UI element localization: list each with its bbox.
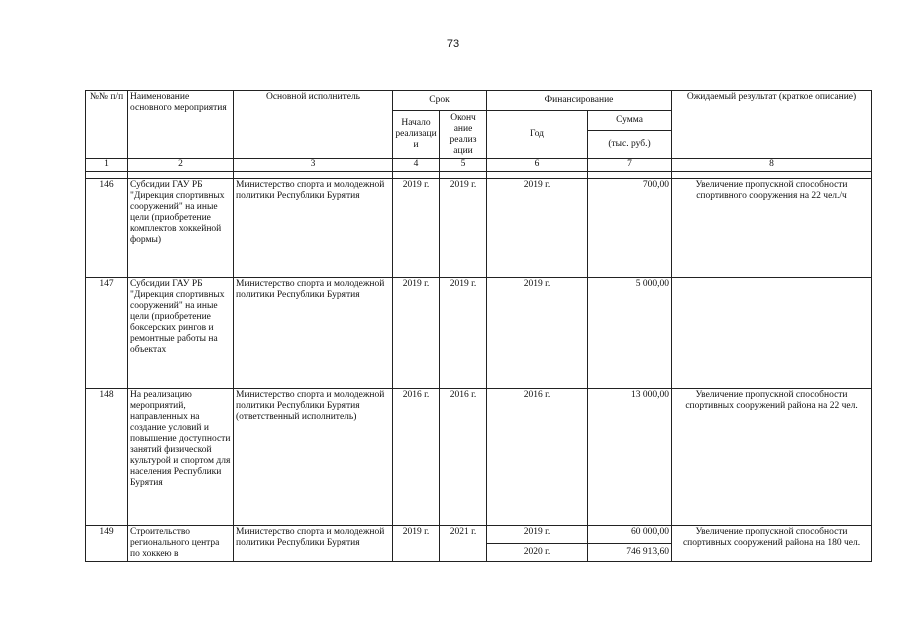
- row-year-2: 2020 г.: [487, 544, 588, 562]
- row-year: 2019 г.: [487, 526, 588, 544]
- row-start: 2016 г.: [393, 389, 440, 526]
- header-year: Год: [487, 111, 588, 159]
- col-number: 6: [487, 159, 588, 172]
- row-start: 2019 г.: [393, 278, 440, 389]
- row-executor: Министерство спорта и молодежной политики Республики Бурятия: [234, 526, 393, 562]
- row-num: 147: [86, 278, 128, 389]
- page-number: 73: [446, 38, 460, 50]
- col-number: 2: [128, 159, 234, 172]
- row-start: 2019 г.: [393, 179, 440, 278]
- table-row: [86, 526, 872, 544]
- col-number: 1: [86, 159, 128, 172]
- row-end: 2016 г.: [440, 389, 487, 526]
- row-sum: 5 000,00: [588, 278, 672, 389]
- row-year: 2016 г.: [487, 389, 588, 526]
- col-number: 3: [234, 159, 393, 172]
- row-num: 148: [86, 389, 128, 526]
- col-number: 5: [440, 159, 487, 172]
- row-name: На реализацию мероприятий, направленных на создание условий и повышение доступности занятий физической культурой и спортом для населения Республики Бурятия: [128, 389, 234, 526]
- col-number: 4: [393, 159, 440, 172]
- row-year: 2019 г.: [487, 179, 588, 278]
- table-row: [86, 278, 872, 389]
- row-result: Увеличение пропускной способности спортивных сооружений района на 180 чел.: [672, 526, 872, 562]
- row-executor: Министерство спорта и молодежной политики Республики Бурятия: [234, 278, 393, 389]
- row-result: [672, 278, 872, 389]
- header-start: Начало реализаци и: [393, 111, 440, 159]
- header-executor: Основной исполнитель: [234, 91, 393, 159]
- row-name: Субсидии ГАУ РБ "Дирекция спортивных сооружений" на иные цели (приобретение комплектов хоккейной формы): [128, 179, 234, 278]
- table-row: [86, 389, 872, 526]
- header-end: Оконч ание реализ ации: [440, 111, 487, 159]
- table-row: [86, 179, 872, 278]
- header-sum-unit: (тыс. руб.): [588, 131, 672, 159]
- row-sum: 700,00: [588, 179, 672, 278]
- header-num: №№ п/п: [86, 91, 128, 159]
- row-end: 2019 г.: [440, 278, 487, 389]
- program-table: [85, 90, 872, 562]
- row-year: 2019 г.: [487, 278, 588, 389]
- row-name: Строительство регионального центра по хоккею в: [128, 526, 234, 562]
- row-start: 2019 г.: [393, 526, 440, 562]
- header-result: Ожидаемый результат (краткое описание): [672, 91, 872, 159]
- row-num: 146: [86, 179, 128, 278]
- row-name: Субсидии ГАУ РБ "Дирекция спортивных сооружений" на иные цели (приобретение боксерских рингов и ремонтные работы на объектах: [128, 278, 234, 389]
- row-end: 2021 г.: [440, 526, 487, 562]
- header-sum: Сумма: [588, 111, 672, 131]
- row-executor: Министерство спорта и молодежной политики Республики Бурятия: [234, 179, 393, 278]
- header-financing: Финансирование: [487, 91, 672, 111]
- row-sum-2: 746 913,60: [588, 544, 672, 562]
- row-num: 149: [86, 526, 128, 562]
- row-sum: 60 000,00: [588, 526, 672, 544]
- row-sum: 13 000,00: [588, 389, 672, 526]
- row-end: 2019 г.: [440, 179, 487, 278]
- header-name: Наименование основного мероприятия: [128, 91, 234, 159]
- col-number: 7: [588, 159, 672, 172]
- col-number: 8: [672, 159, 872, 172]
- row-result: Увеличение пропускной способности спортивного сооружения на 22 чел./ч: [672, 179, 872, 278]
- row-executor: Министерство спорта и молодежной политики Республики Бурятия (ответственный исполнитель): [234, 389, 393, 526]
- row-result: Увеличение пропускной способности спортивных сооружений района на 22 чел.: [672, 389, 872, 526]
- header-term: Срок: [393, 91, 487, 111]
